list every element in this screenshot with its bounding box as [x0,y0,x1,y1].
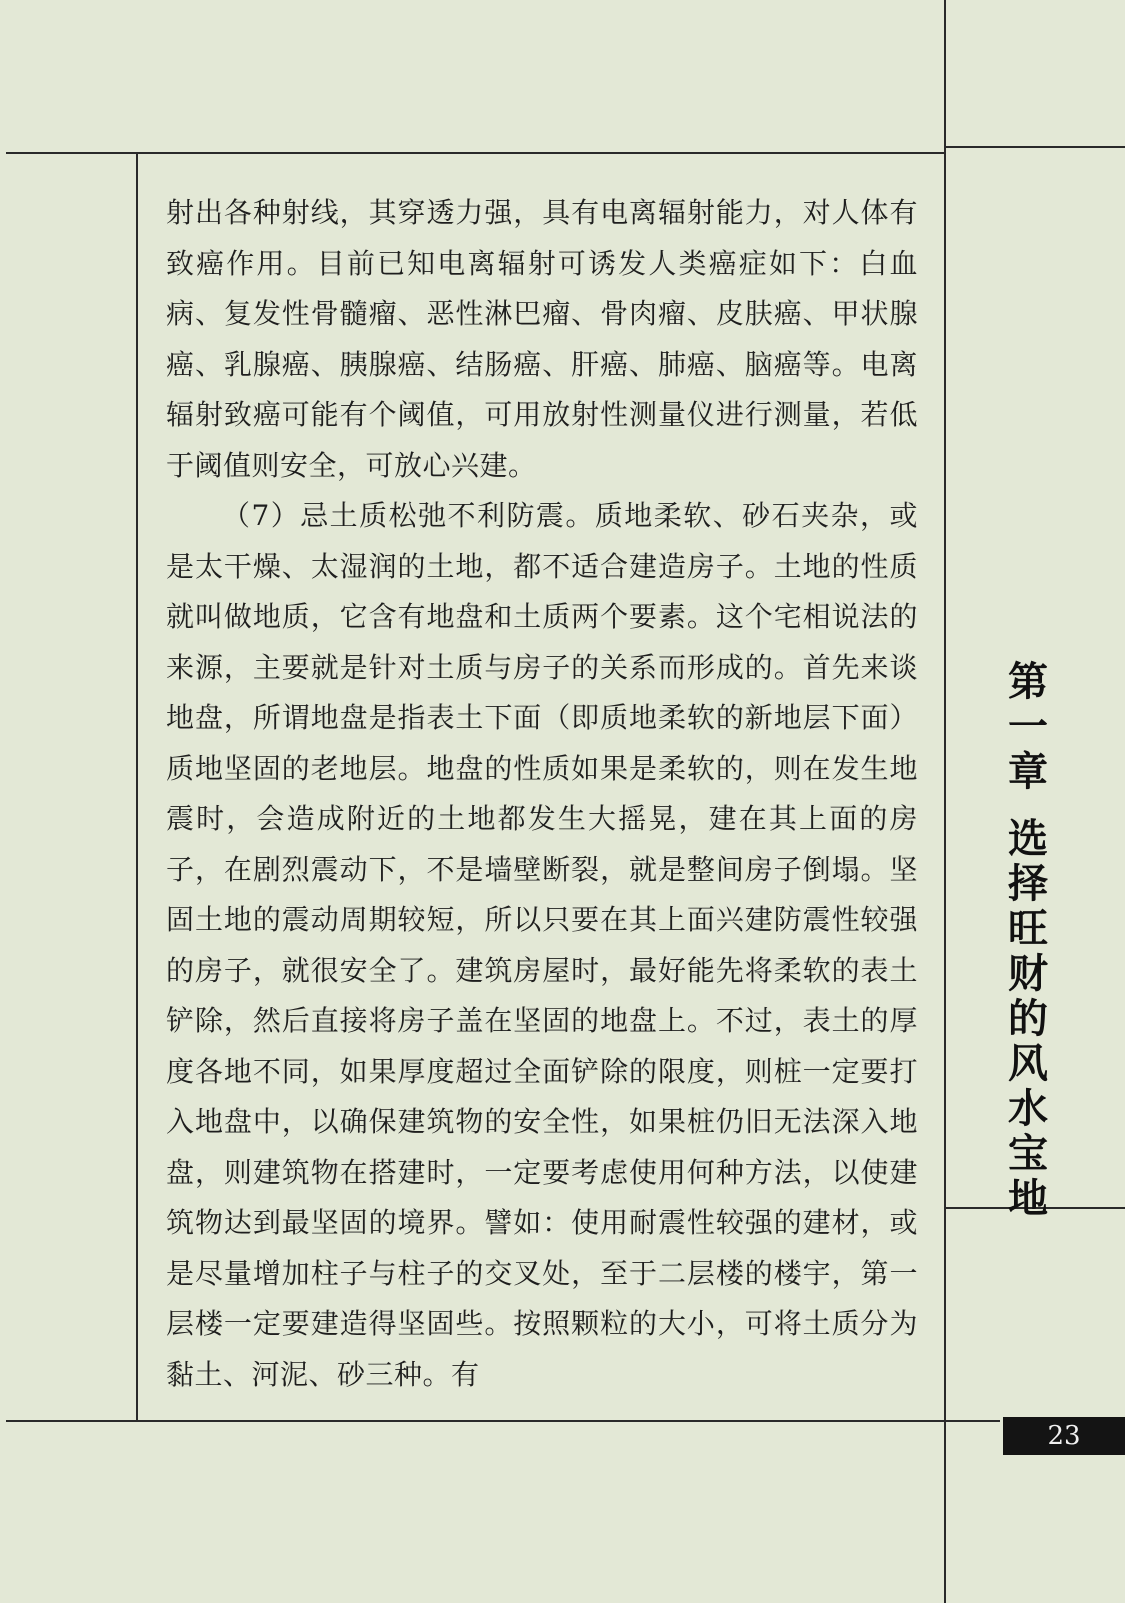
chapter-title-char: 一 [1008,704,1048,750]
chapter-title-char: 章 [1008,749,1048,795]
chapter-title-char: 水 [1008,1086,1048,1132]
top-right-rule [944,146,1125,148]
chapter-title-char: 财 [1008,951,1048,997]
body-text [166,188,918,1400]
chapter-label [1003,660,1053,795]
chapter-title-vertical [1003,660,1053,1222]
chapter-title-char: 选 [1008,816,1048,862]
chapter-title-char: 择 [1008,861,1048,907]
paragraph-continuation: 射出各种射线，其穿透力强，具有电离辐射能力，对人体有致癌作用。目前已知电离辐射可诱发人类癌症如下：白血病、复发性骨髓瘤、恶性淋巴瘤、骨肉瘤、皮肤癌、甲状腺癌、乳腺癌、胰腺癌、结肠癌、肝癌、肺癌、脑癌等。电离辐射致癌可能有个阈值，可用放射性测量仪进行测量，若低于阈值则安全，可放心兴建。 [166,196,918,482]
chapter-title-char: 旺 [1008,906,1048,952]
page-number: 23 [1003,1417,1125,1455]
chapter-title-char: 宝 [1008,1131,1048,1177]
right-margin-rule [944,0,946,1603]
left-margin-rule [136,152,138,1422]
chapter-title-char: 风 [1008,1041,1048,1087]
chapter-name [1003,817,1053,1222]
chapter-title-char: 的 [1008,996,1048,1042]
bottom-rule [6,1420,1000,1422]
chapter-title-char: 第 [1008,659,1048,705]
chapter-title-char: 地 [1008,1176,1048,1222]
paragraph-item-7: （7）忌土质松弛不利防震。质地柔软、砂石夹杂，或是太干燥、太湿润的土地，都不适合建造房子。土地的性质就叫做地质，它含有地盘和土质两个要素。这个宅相说法的来源，主要就是针对土质与房子的关系而形成的。首先来谈地盘，所谓地盘是指表土下面（即质地柔软的新地层下面）质地坚固的老地层。地盘的性质如果是柔软的，则在发生地震时，会造成附近的土地都发生大摇晃，建在其上面的房子，在剧烈震动下，不是墙壁断裂，就是整间房子倒塌。坚固土地的震动周期较短，所以只要在其上面兴建防震性较强的房子，就很安全了。建筑房屋时，最好能先将柔软的表土铲除，然后直接将房子盖在坚固的地盘上。不过，表土的厚度各地不同，如果厚度超过全面铲除的限度，则桩一定要打入地盘中，以确保建筑物的安全性，如果桩仍旧无法深入地盘，则建筑物在搭建时，一定要考虑使用何种方法，以使建筑物达到最坚固的境界。譬如：使用耐震性较强的建材，或是尽量增加柱子与柱子的交叉处，至于二层楼的楼宇，第一层楼一定要建造得坚固些。按照颗粒的大小，可将土质分为黏土、河泥、砂三种。有 [166,499,918,1391]
top-rule [6,152,946,154]
